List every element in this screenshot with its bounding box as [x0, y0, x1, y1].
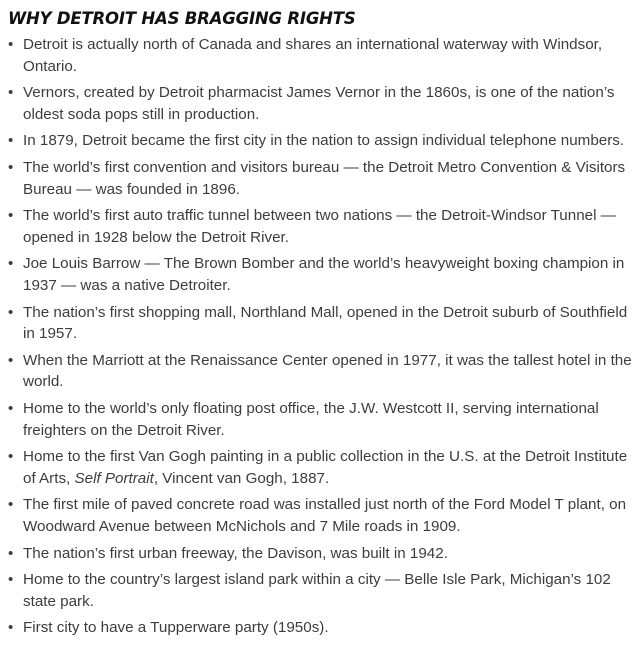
bullet-icon: •: [8, 351, 14, 369]
fact-text: The world’s first auto traffic tunnel between two nations — the Detroit-Windsor Tunnel — opened in 1928 below the Detroit River.: [23, 207, 616, 246]
bullet-icon: •: [8, 400, 14, 417]
list-item: [8, 34, 632, 77]
fact-text: Home to the country’s largest island park within a city — Belle Isle Park, Michigan’s 102 state park.: [23, 571, 611, 610]
fact-text: The world’s first convention and visitors bureau — the Detroit Metro Convention & Visitors Bureau — was founded in 1896.: [23, 159, 626, 198]
list-item: [8, 82, 632, 125]
list-item: [8, 350, 632, 393]
fact-text-before: Home to the first Van Gogh painting in a public collection in the U.S. at the Detroit Institute of Arts,: [23, 448, 628, 487]
fact-text: In 1879, Detroit became the first city in the nation to assign individual telephone numbers.: [23, 132, 625, 150]
bullet-icon: •: [8, 159, 14, 177]
bullet-icon: •: [8, 544, 14, 562]
facts-list: [8, 34, 632, 639]
bullet-icon: •: [8, 84, 14, 102]
list-item: [8, 205, 632, 248]
bullet-icon: •: [8, 619, 14, 637]
page-title: WHY DETROIT HAS BRAGGING RIGHTS: [8, 9, 356, 28]
fact-text: The nation’s first urban freeway, the Davison, was built in 1942.: [23, 544, 448, 562]
bullet-icon: •: [8, 207, 14, 225]
fact-text: Home to the world’s only floating post office, the J.W. Westcott II, serving international freighters on the Detroit River.: [23, 400, 599, 439]
list-item: [8, 130, 632, 152]
fact-text: First city to have a Tupperware party (1950s).: [23, 619, 329, 637]
fact-text: The nation’s first shopping mall, Northland Mall, opened in the Detroit suburb of Southfield in 1957.: [23, 303, 628, 343]
bullet-icon: •: [8, 303, 14, 321]
list-item: [8, 398, 632, 441]
list-item: [8, 446, 632, 489]
bullet-icon: •: [8, 132, 14, 150]
fact-text-after: , Vincent van Gogh, 1887.: [153, 469, 330, 487]
list-item: [8, 157, 632, 200]
painting-title: Self Portrait: [74, 469, 154, 487]
list-item: [8, 494, 632, 537]
fact-text: The first mile of paved concrete road was installed just north of the Ford Model T plant, on Woodward Avenue between McNichols and 7 Mile roads in 1909.: [23, 496, 627, 535]
list-item: [8, 569, 632, 612]
fact-text: Joe Louis Barrow — The Brown Bomber and the world’s heavyweight boxing champion in 1937 — was a native Detroiter.: [23, 255, 625, 294]
list-item: [8, 302, 632, 345]
list-item: [8, 543, 632, 565]
bullet-icon: •: [8, 36, 14, 53]
fact-text: Vernors, created by Detroit pharmacist James Vernor in the 1860s, is one of the nation’s oldest soda pops still in production.: [23, 84, 615, 123]
fact-text: When the Marriott at the Renaissance Center opened in 1977, it was the tallest hotel in the world.: [23, 351, 632, 391]
bullet-icon: •: [8, 448, 14, 466]
list-item: [8, 617, 632, 639]
list-item: [8, 253, 632, 296]
bullet-icon: •: [8, 496, 14, 514]
bullet-icon: •: [8, 255, 14, 273]
fact-text: Detroit is actually north of Canada and shares an international waterway with Windsor, Ontario.: [23, 36, 603, 75]
bullet-icon: •: [8, 571, 14, 589]
